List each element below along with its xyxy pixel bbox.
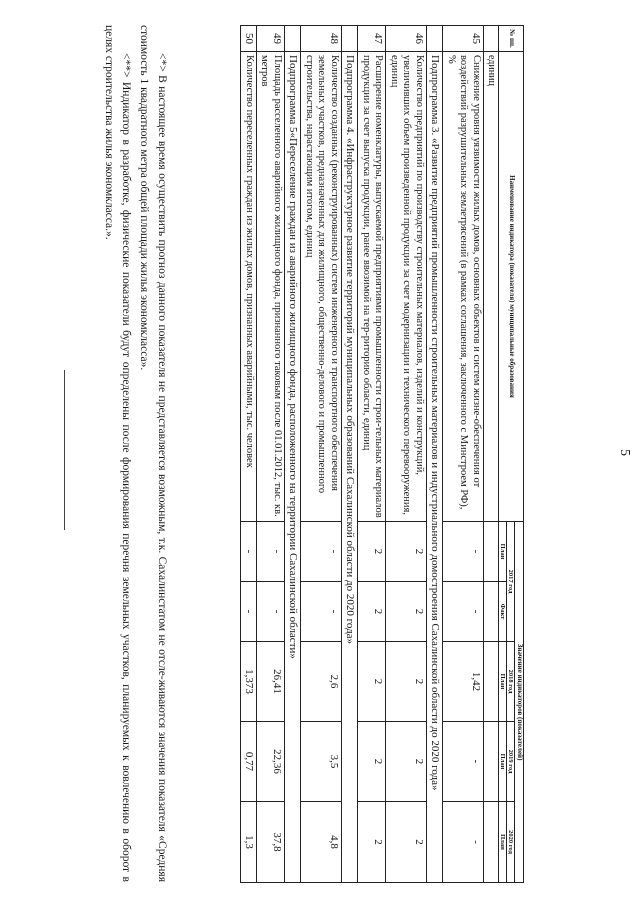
indicator-value: 3,5 bbox=[301, 722, 342, 802]
section-row bbox=[427, 26, 443, 883]
indicator-value: 2 bbox=[386, 642, 427, 722]
section-row bbox=[284, 26, 300, 883]
table-row bbox=[240, 26, 256, 883]
indicator-value: 2 bbox=[386, 582, 427, 642]
indicator-value: 2 bbox=[386, 722, 427, 802]
table-row bbox=[256, 26, 284, 883]
indicator-name: Снижение уровня уязвимости жилых домов, основных объектов и систем жизне-обеспечения от воздействий разрушительных землетрясений (в рамках соглашения, заключенного с Минстроем РФ), % bbox=[443, 52, 484, 522]
indicator-name: Количество предприятий по производству строительных материалов, изделий и конструкций, увеличивших объем произведенной продукции за счет модернизации и технического перевооружения, единиц bbox=[386, 52, 427, 522]
page-number: 5 bbox=[617, 449, 632, 456]
unit-row bbox=[484, 26, 499, 883]
indicator-value: 2 bbox=[386, 802, 427, 883]
indicator-value: 2 bbox=[358, 582, 386, 642]
indicator-value: 26,41 bbox=[256, 642, 284, 722]
header-plan: План bbox=[499, 522, 507, 582]
table-body bbox=[240, 26, 498, 883]
indicator-value: 2 bbox=[358, 722, 386, 802]
footnotes bbox=[99, 25, 170, 882]
header-year-2020: 2020 год bbox=[507, 802, 515, 883]
indicator-value: 4,8 bbox=[301, 802, 342, 883]
indicator-value: 1,42 bbox=[443, 642, 484, 722]
table-header bbox=[499, 26, 524, 883]
indicator-value: - bbox=[443, 802, 484, 883]
header-plan: План bbox=[499, 722, 507, 802]
section-title: Подпрограмма 5«Переселение граждан из аварийного жилищного фонда, расположенного на территории Сахалинской области» bbox=[284, 52, 300, 883]
indicator-value: 2 bbox=[386, 522, 427, 582]
row-number: 46 bbox=[386, 26, 427, 52]
indicator-value: 2 bbox=[358, 522, 386, 582]
separator-line bbox=[64, 370, 65, 530]
indicator-value: 22,36 bbox=[256, 722, 284, 802]
indicator-value: - bbox=[240, 582, 256, 642]
row-number: 48 bbox=[301, 26, 342, 52]
section-row bbox=[341, 26, 357, 883]
indicators-table bbox=[240, 25, 524, 883]
indicator-value: - bbox=[443, 582, 484, 642]
header-name: Наименование индикатора (показателя) муниципальные образования bbox=[499, 52, 524, 522]
unit-label: единиц bbox=[484, 52, 499, 522]
indicator-value: 0,77 bbox=[240, 722, 256, 802]
row-number: 50 bbox=[240, 26, 256, 52]
header-values-group: Значение индикаторов (показателей) bbox=[515, 522, 524, 883]
indicator-value: 2,6 bbox=[301, 642, 342, 722]
table-row bbox=[443, 26, 484, 883]
table-row bbox=[386, 26, 427, 883]
indicator-value: - bbox=[256, 582, 284, 642]
footnote-2: <**> Индикатор в разработке, физические показатели будут определены после формирования перечня земельных участков, планируемых к вовлечению в оборот в целях строительства жилья экономкласса.». bbox=[102, 25, 133, 882]
header-fact: Факт bbox=[499, 582, 507, 642]
indicator-value: - bbox=[301, 522, 342, 582]
indicator-value: - bbox=[301, 582, 342, 642]
header-plan: План bbox=[499, 802, 507, 883]
indicator-value: 37,8 bbox=[256, 802, 284, 883]
table-row bbox=[358, 26, 386, 883]
indicator-name: Количество переселенных граждан из жилых домов, признанных аварийными, тыс. человек bbox=[240, 52, 256, 522]
header-num: № пп. bbox=[499, 26, 524, 52]
header-year-2019: 2019 год bbox=[507, 722, 515, 802]
indicator-value: 2 bbox=[358, 642, 386, 722]
indicator-name: Количество созданных (реконструированных) систем инженерного и транспортного обеспечения земельных участков, предназначенных для жилищного, общественно-делового и промышленного строительства, нарастающим итогом, единиц bbox=[301, 52, 342, 522]
header-year-2018: 2018 год bbox=[507, 642, 515, 722]
row-number: 49 bbox=[256, 26, 284, 52]
indicator-value: 1,3 bbox=[240, 802, 256, 883]
indicator-value: - bbox=[443, 722, 484, 802]
footnote-1: <*> В настоящее время осуществить прогноз данного показателя не представляется возможным, т.к. Сахалинстатом не отсле-живаются значения показателя «Средняя стоимость 1 квадратного метра общей площади жилья экономкласса». bbox=[138, 25, 168, 882]
indicator-value: - bbox=[443, 522, 484, 582]
indicator-value: 2 bbox=[358, 802, 386, 883]
indicator-name: Расширение номенклатуры, выпускаемой предприятиями промышленности строи-тельных материалов продукции за счет выпуска продукции, ранее ввозимой на тер-риторию области, единиц bbox=[358, 52, 386, 522]
indicator-value: 1,373 bbox=[240, 642, 256, 722]
indicator-name: Площадь расселенного аварийного жилищного фонда, признанного таковым после 01.01.2012, тыс. кв. метров bbox=[256, 52, 284, 522]
row-number: 45 bbox=[443, 26, 484, 52]
table-row bbox=[301, 26, 342, 883]
indicator-value: - bbox=[256, 522, 284, 582]
section-title: Подпрограмма 4. «Инфраструктурное развитие территорий муниципальных образований Сахалинской области до 2020 года» bbox=[341, 52, 357, 883]
header-plan: План bbox=[499, 642, 507, 722]
header-year-2017: 2017 год bbox=[507, 522, 515, 642]
section-title: Подпрограмма 3. «Развитие предприятий промышленности строительных материалов и индустриального домостроения Сахалинской области до 2020 года» bbox=[427, 52, 443, 883]
row-number: 47 bbox=[358, 26, 386, 52]
indicator-value: - bbox=[240, 522, 256, 582]
